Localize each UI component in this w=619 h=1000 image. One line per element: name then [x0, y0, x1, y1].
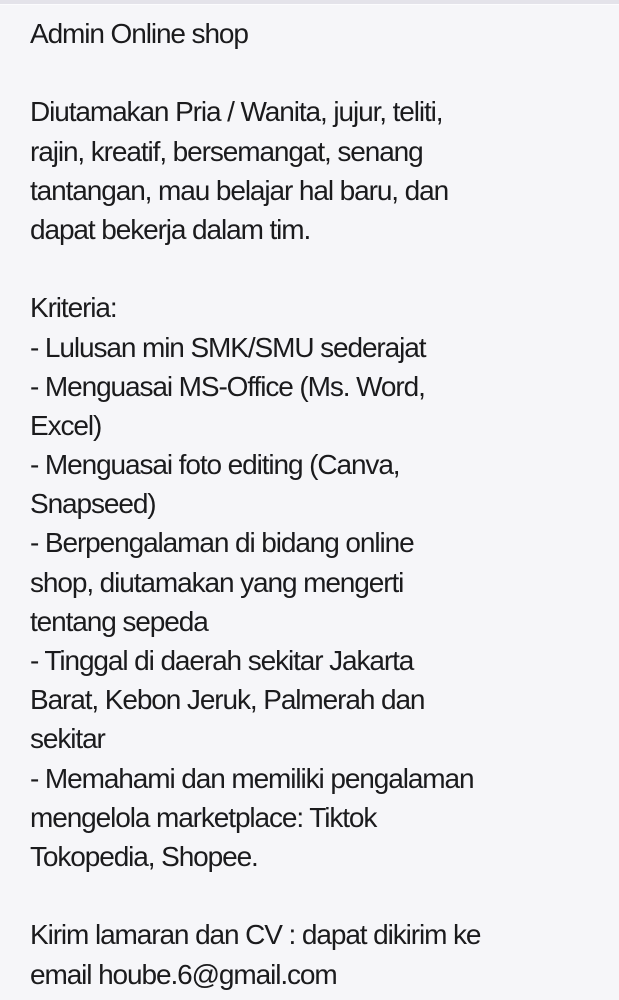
blank-line	[30, 53, 599, 92]
intro-line: dapat bekerja dalam tim.	[30, 213, 311, 245]
intro-line: tantangan, mau belajar hal baru, dan	[30, 174, 449, 206]
job-title: Admin Online shop	[30, 18, 248, 49]
kriteria-line: - Memahami dan memiliki pengalaman	[30, 762, 474, 794]
kriteria-line: Barat, Kebon Jeruk, Palmerah dan	[30, 684, 425, 716]
closing-line: Kirim lamaran dan CV : dapat dikirim ke	[30, 919, 481, 951]
kriteria-line: - Menguasai MS-Office (Ms. Word,	[30, 370, 425, 402]
kriteria-line: mengelola marketplace: Tiktok	[30, 801, 377, 833]
kriteria-line: Snapseed)	[30, 488, 156, 520]
kriteria-heading: Kriteria:	[30, 292, 117, 324]
blank-line	[30, 876, 599, 915]
intro-line: Diutamakan Pria / Wanita, jujur, teliti,	[30, 96, 443, 128]
kriteria-line: - Tinggal di daerah sekitar Jakarta	[30, 645, 414, 676]
kriteria-line: Tokopedia, Shopee.	[30, 840, 258, 872]
kriteria-line: shop, diutamakan yang mengerti	[30, 566, 404, 598]
intro-line: rajin, kreatif, bersemangat, senang	[30, 135, 423, 167]
kriteria-line: - Menguasai foto editing (Canva,	[30, 449, 400, 481]
kriteria-line: sekitar	[30, 723, 105, 755]
closing-line-email: email hoube.6@gmail.com	[30, 958, 337, 990]
job-post-text	[0, 5, 619, 994]
kriteria-line: - Lulusan min SMK/SMU sederajat	[30, 331, 426, 363]
blank-line	[30, 249, 599, 288]
kriteria-line: - Berpengalaman di bidang online	[30, 527, 414, 559]
kriteria-line: tentang sepeda	[30, 605, 208, 637]
kriteria-line: Excel)	[30, 409, 102, 441]
